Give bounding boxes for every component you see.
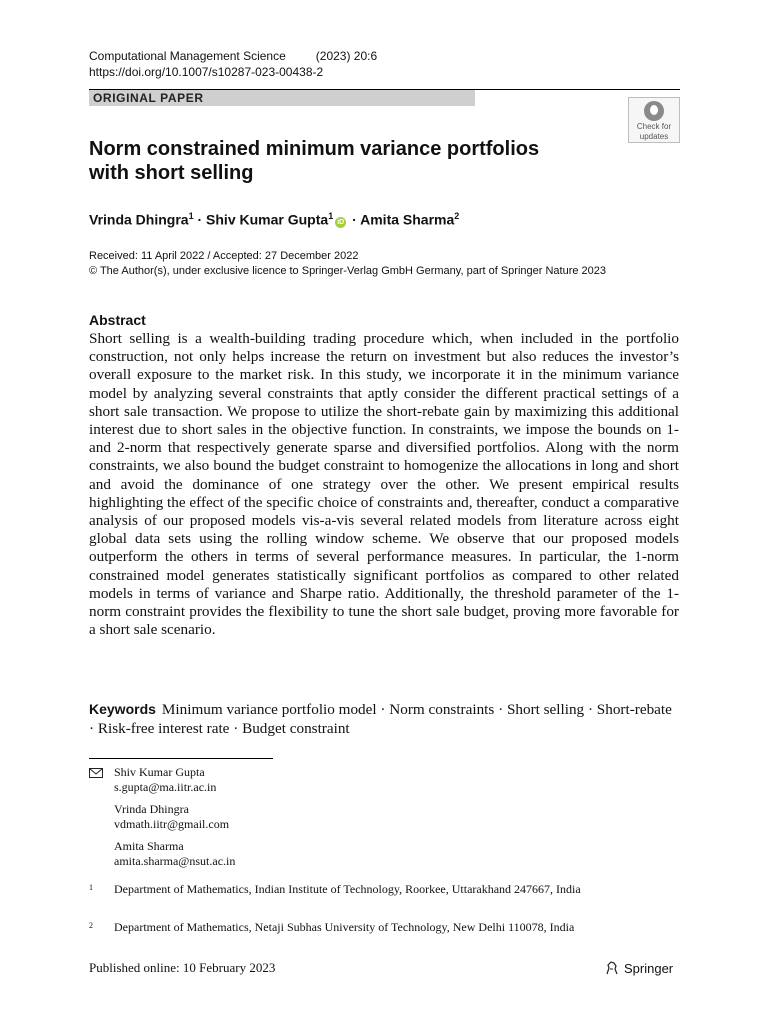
article-type-bar — [89, 89, 475, 106]
contact-name: Shiv Kumar Gupta — [114, 765, 205, 779]
footnote-rule — [89, 758, 273, 759]
author-name[interactable]: Amita Sharma — [360, 211, 455, 228]
springer-horse-icon — [604, 960, 620, 976]
affiliation-number: 1 — [89, 883, 93, 892]
journal-header — [89, 48, 377, 80]
keywords-section — [89, 700, 679, 738]
badge-label-2: updates — [639, 132, 669, 141]
keywords-text: Minimum variance portfolio model · Norm constraints · Short selling · Short-rebate · Risk-free interest rate · Budget constraint — [89, 701, 672, 737]
contact-name: Vrinda Dhingra — [114, 802, 189, 816]
journal-name: Computational Management Science — [89, 49, 286, 63]
springer-logo — [604, 960, 673, 976]
copyright-notice: © The Author(s), under exclusive licence to Springer-Verlag GmbH Germany, part of Springer Nature 2023 — [89, 265, 606, 277]
author-affil-mark: 2 — [454, 211, 460, 221]
contact-entry — [114, 839, 235, 869]
orcid-icon[interactable]: iD — [337, 218, 345, 226]
envelope-icon — [89, 768, 103, 778]
keywords-label: Keywords — [89, 701, 156, 717]
paper-title — [89, 137, 609, 185]
contact-name: Amita Sharma — [114, 839, 184, 853]
affiliation-text: Department of Mathematics, Netaji Subhas University of Technology, New Delhi 110078, India — [114, 920, 575, 934]
author-name[interactable]: Shiv Kumar Gupta — [206, 211, 329, 228]
badge-label-1: Check for — [636, 122, 672, 131]
check-updates-icon — [644, 101, 664, 121]
journal-citation: (2023) 20:6 — [315, 49, 378, 63]
abstract-heading: Abstract — [89, 312, 146, 328]
author-list: Vrinda Dhingra$^1$ · Shiv Kumar Gupta$^1$iD · Amita Sharma$^2$ — [89, 211, 460, 228]
article-dates — [89, 249, 606, 279]
author-affil-mark: 1 — [188, 211, 194, 221]
title-line-2: with short selling — [89, 162, 254, 184]
contact-email[interactable]: s.gupta@ma.iitr.ac.in — [114, 780, 217, 794]
contact-email[interactable]: amita.sharma@nsut.ac.in — [114, 854, 236, 868]
affiliation-number: 2 — [89, 921, 93, 930]
affiliation-text: Department of Mathematics, Indian Institute of Technology, Roorkee, Uttarakhand 247667, India — [114, 882, 581, 896]
doi-link[interactable]: https://doi.org/10.1007/s10287-023-00438-2 — [89, 65, 324, 79]
author-name[interactable]: Vrinda Dhingra — [89, 211, 189, 228]
article-type: ORIGINAL PAPER — [93, 91, 204, 105]
contact-entry — [114, 765, 216, 795]
abstract-text: Short selling is a wealth-building trading procedure which, when included in the portfolio construction, not only helps increase the return on investment but also reduces the investor’s overall exposure to the market risk. In this study, we incorporate it in the minimum variance model by analyzing several constraints that aptly consider the different practical settings of a short sale transaction. We propose to utilize the short-rebate gain by maximizing this additional interest due to short sales in the objective function. In constraints, we impose the bounds on 1- and 2-norm that respectively generate sparse and diversified portfolios. Along with the norm constraints, we also bound the budget constraint to homogenize the allocations in long and short and avoid the dominance of one strategy over the other. We present empirical results highlighting the effect of the specific choice of constraints and, thereafter, conduct a comparative analysis of our proposed models vis-a-vis several related models from literature across eight global data sets using the rolling window scheme. We observe that our proposed models outperform the others in terms of several performance measures. In particular, the 1-norm constrained model generates statistically significant portfolios as compared to other related models in terms of variance and Sharpe ratio. Additionally, the threshold parameter of the 1-norm constraint provides the flexibility to tune the short sale budget, proving more favorable for a short sale scenario. — [89, 330, 679, 639]
contact-entry — [114, 802, 229, 832]
received-accepted: Received: 11 April 2022 / Accepted: 27 December 2022 — [89, 250, 359, 262]
header-rule — [475, 89, 680, 90]
title-line-1: Norm constrained minimum variance portfolios — [89, 138, 540, 160]
contact-email[interactable]: vdmath.iitr@gmail.com — [114, 817, 230, 831]
author-affil-mark: 1 — [328, 211, 334, 221]
publisher-name: Springer — [624, 961, 674, 976]
check-for-updates-badge[interactable] — [628, 97, 680, 143]
published-online: Published online: 10 February 2023 — [89, 960, 276, 975]
